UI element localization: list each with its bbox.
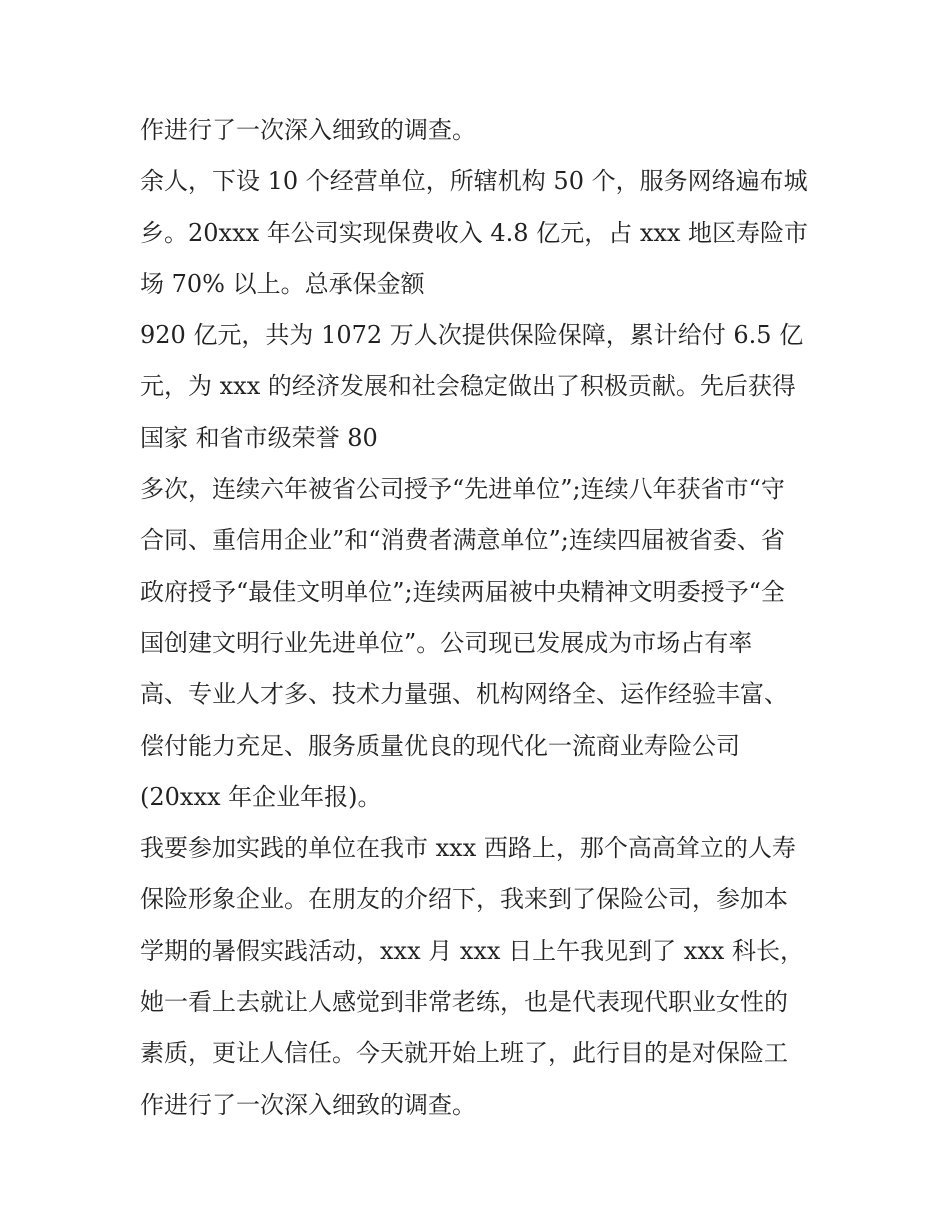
document-body [140, 105, 830, 1131]
text-line: 场 70% 以上。总承保金额 [140, 269, 425, 298]
text-line: 国创建文明行业先进单位”。公司现已发展成为市场占有率 [140, 628, 753, 657]
text-line: 政府授予“最佳文明单位”;连续两届被中央精神文明委授予“全 [140, 577, 785, 606]
text-line: 学期的暑假实践活动，xxx 月 xxx 日上午我见到了 xxx 科长， [140, 936, 804, 965]
text-line: 偿付能力充足、服务质量优良的现代化一流商业寿险公司 [140, 731, 740, 760]
text-line: 我要参加实践的单位在我市 xxx 西路上，那个高高耸立的人寿 [140, 834, 796, 863]
text-line: 她一看上去就让人感觉到非常老练，也是代表现代职业女性的 [140, 988, 788, 1017]
text-line: 保险形象企业。在朋友的介绍下，我来到了保险公司，参加本 [140, 885, 788, 914]
text-line: (20xxx 年企业年报)。 [140, 782, 382, 811]
text-line: 素质，更让人信任。今天就开始上班了，此行目的是对保险工 [140, 1039, 788, 1068]
text-line: 作进行了一次深入细致的调查。 [140, 1090, 476, 1119]
text-line: 余人，下设 10 个经营单位，所辖机构 50 个，服务网络遍布城 [140, 167, 808, 196]
text-line: 合同、重信用企业”和“消费者满意单位”;连续四届被省委、省 [140, 526, 785, 555]
text-line: 乡。20xxx 年公司实现保费收入 4.8 亿元，占 xxx 地区寿险市 [140, 218, 809, 247]
text-line: 国家 和省市级荣誉 80 [140, 423, 378, 452]
text-line: 高、专业人才多、技术力量强、机构网络全、运作经验丰富、 [140, 680, 788, 709]
text-line: 元，为 xxx 的经济发展和社会稳定做出了积极贡献。先后获得 [140, 372, 796, 401]
text-line: 多次，连续六年被省公司授予“先进单位”;连续八年获省市“守 [140, 475, 785, 504]
text-line: 作进行了一次深入细致的调查。 [140, 116, 476, 144]
text-line: 920 亿元，共为 1072 万人次提供保险保障，累计给付 6.5 亿 [140, 321, 804, 350]
